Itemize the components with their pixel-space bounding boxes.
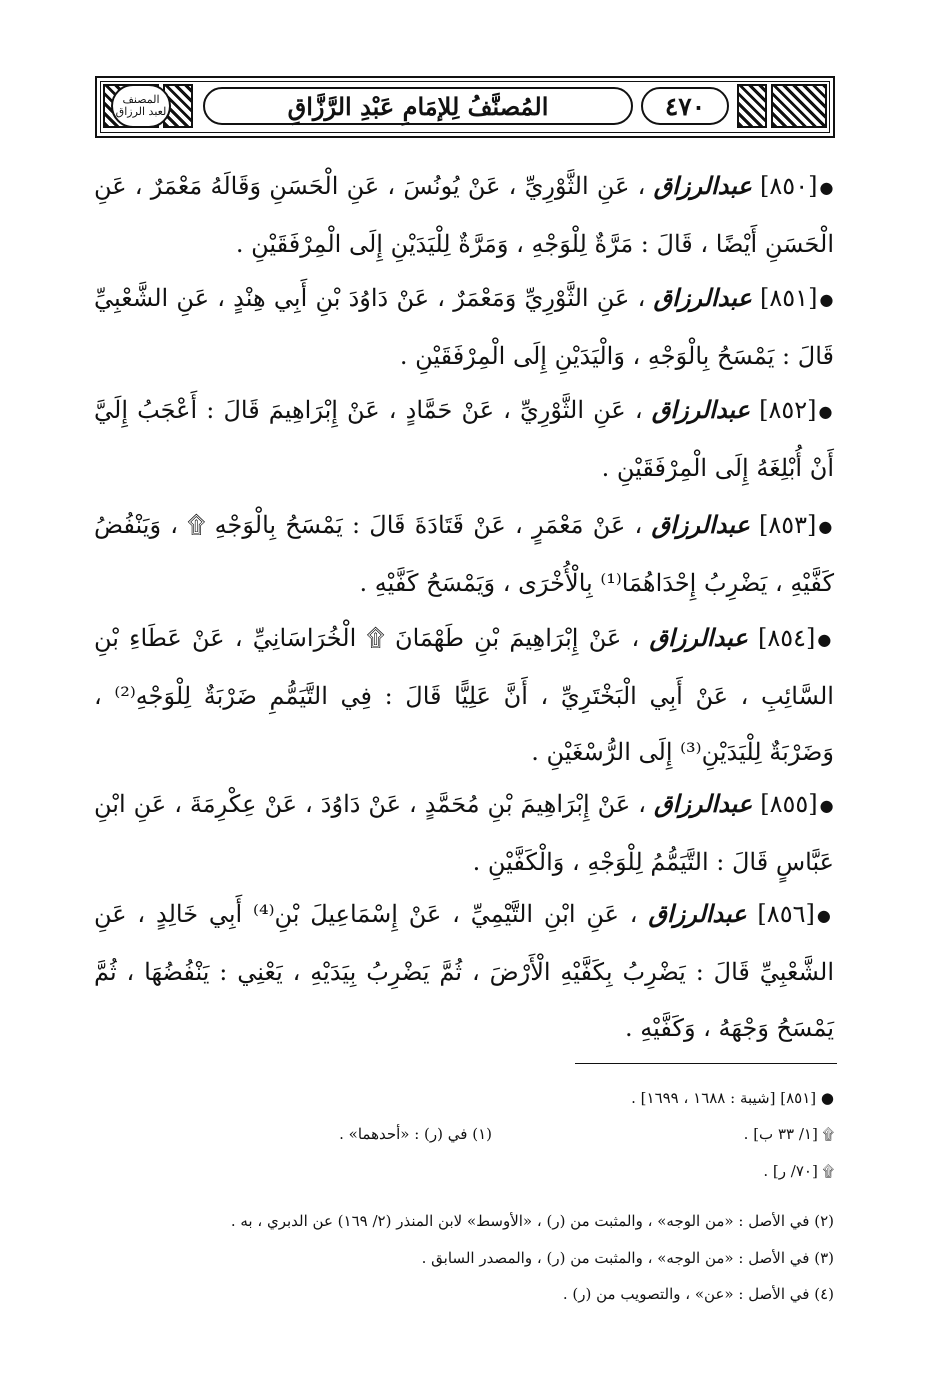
entry-number: [٨٥٥]: [760, 790, 818, 818]
entry-number: [٨٥٦]: [757, 900, 815, 928]
entry-text: ، عَنِ الثَّوْرِيِّ ، عَنْ حَمَّادٍ ، عَنْ إِبْرَاهِيمَ قَالَ : أَعْجَبُ إِلَيَّ أَنْ أُبْلِغَهُ إِلَى الْمِرْفَقَيْنِ .: [94, 396, 834, 482]
footnote-divider: [575, 1063, 837, 1064]
footnote-1: (١) في (ر) : «أحدهما» .: [339, 1125, 492, 1143]
entry-number: [٨٥٠]: [760, 172, 818, 200]
entry-author: عبدالرزاق: [651, 510, 750, 539]
entry-text: ، عَنْ إِبْرَاهِيمَ بْنِ مُحَمَّدٍ ، عَنْ دَاوُدَ ، عَنْ عِكْرِمَةَ ، عَنِ ابْنِ عَبَّاسٍ قَالَ : التَّيَمُّمُ لِلْوَجْهِ ، وَالْكَفَّيْنِ .: [94, 790, 834, 876]
book-seal-logo: [111, 84, 171, 128]
entry-text: ، عَنِ ابْنِ التَّيْمِيِّ ، عَنْ إِسْمَاعِيلَ بْنِ⁽⁴⁾ أَبِي خَالِدٍ ، عَنِ الشَّعْبِيِّ قَالَ : يَضْرِبُ بِكَفَّيْهِ الْأَرْضَ ، ثُمَّ يَضْرِبُ بِيَدَيْهِ ، يَعْنِي : يَنْفُضُهَا ، ثُمَّ يَمْسَحُ وَجْهَهُ ، وَكَفَّيْهِ .: [94, 900, 834, 1042]
entry-author: عبدالرزاق: [649, 623, 748, 652]
footnote-3: (٣) في الأصل : «من الوجه» ، والمثبت من (ر) ، والمصدر السابق .: [421, 1249, 834, 1267]
entry-bullet: ●: [819, 289, 834, 309]
hadith-entry-856: [94, 886, 834, 1056]
entry-bullet: ●: [816, 905, 834, 925]
footnote-folio-2: ۩ [٧٠/ ر] .: [763, 1162, 834, 1180]
footnote-folio-1: ۩ [١/ ٣٣ ب] .: [743, 1125, 834, 1143]
seal-text: المصنف لعبد الرزاق: [115, 93, 167, 118]
hadith-entry-852: [94, 382, 834, 496]
entry-bullet: ●: [818, 401, 834, 421]
hadith-entry-851: [94, 270, 834, 384]
entry-number: [٨٥٤]: [758, 624, 816, 652]
entry-bullet: ●: [817, 629, 834, 649]
entry-text: ، عَنِ الثَّوْرِيِّ ، عَنْ يُونُسَ ، عَنِ الْحَسَنِ وَقَالَهُ مَعْمَرٌ ، عَنِ الْحَسَنِ أَيْضًا ، قَالَ : مَرَّةٌ لِلْوَجْهِ ، وَمَرَّةٌ لِلْيَدَيْنِ إِلَى الْمِرْفَقَيْنِ .: [94, 172, 834, 258]
page-number: ٤٧٠: [641, 87, 729, 125]
header-ornament-right-inner: [737, 84, 767, 128]
entry-bullet: ●: [819, 795, 834, 815]
entry-number: [٨٥١]: [760, 284, 818, 312]
entry-author: عبدالرزاق: [653, 171, 752, 200]
hadith-entry-853: [94, 497, 834, 611]
entry-text: ، عَنْ مَعْمَرٍ ، عَنْ قَتَادَةَ قَالَ : يَمْسَحُ بِالْوَجْهِ ۩ ، وَيَنْفُضُ كَفَّيْهِ ، يَضْرِبُ إِحْدَاهُمَا⁽¹⁾ بِالْأُخْرَى ، وَيَمْسَحُ كَفَّيْهِ .: [94, 511, 834, 597]
hadith-entry-855: [94, 776, 834, 890]
header-ornament-right-outer: [771, 84, 827, 128]
page-header: [95, 76, 835, 138]
entry-number: [٨٥٣]: [759, 511, 817, 539]
entry-author: عبدالرزاق: [653, 789, 753, 818]
footnote-2: (٢) في الأصل : «من الوجه» ، والمثبت من (ر) ، «الأوسط» لابن المنذر (٢/ ١٦٩) عن الدبري ، به .: [230, 1212, 834, 1230]
entry-author: عبدالرزاق: [651, 395, 750, 424]
hadith-entry-854: [94, 610, 834, 780]
hadith-entry-850: [94, 158, 834, 272]
footnote-4: (٤) في الأصل : «عن» ، والتصويب من (ر) .: [562, 1285, 834, 1303]
entry-bullet: ●: [818, 516, 834, 536]
running-title: المُصنَّفُ لِلإمَامِ عَبْدِ الرَّزَّاقِ: [203, 87, 633, 125]
entry-bullet: ●: [819, 177, 834, 197]
entry-text: ، عَنِ الثَّوْرِيِّ وَمَعْمَرٌ ، عَنْ دَاوُدَ بْنِ أَبِي هِنْدٍ ، عَنِ الشَّعْبِيِّ قَالَ : يَمْسَحُ بِالْوَجْهِ ، وَالْيَدَيْنِ إِلَى الْمِرْفَقَيْنِ .: [94, 284, 834, 370]
entry-number: [٨٥٢]: [759, 396, 817, 424]
entry-text: ، عَنْ إِبْرَاهِيمَ بْنِ طَهْمَانَ ۩ الْخُرَاسَانِيِّ ، عَنْ عَطَاءِ بْنِ السَّائِبِ ، عَنْ أَبِي الْبَخْتَرِيِّ ، أَنَّ عَلِيًّا قَالَ : فِي التَّيَمُّمِ ضَرْبَةٌ لِلْوَجْهِ⁽²⁾ ، وَضَرْبَةٌ لِلْيَدَيْنِ⁽³⁾ إِلَى الرُّسْغَيْنِ .: [94, 624, 834, 766]
entry-author: عبدالرزاق: [653, 283, 752, 312]
entry-author: عبدالرزاق: [648, 899, 747, 928]
footnote-source: ● [٨٥١] [شيبة : ١٦٨٨ ، ١٦٩٩] .: [631, 1089, 834, 1107]
